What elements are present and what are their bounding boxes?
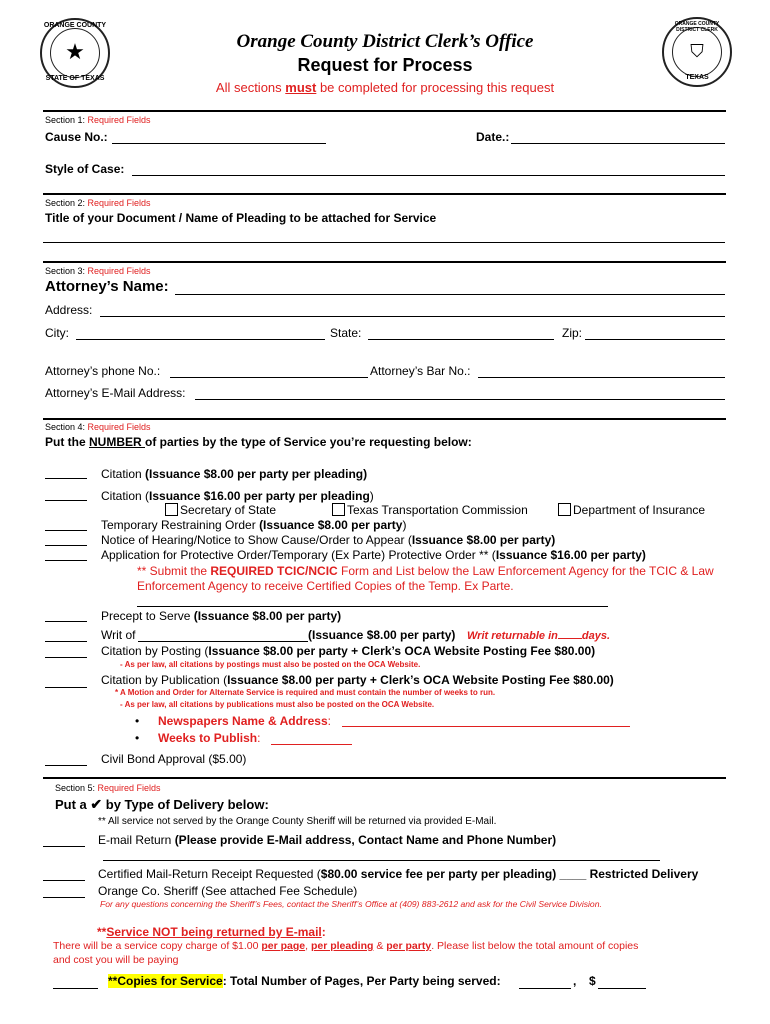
email-return-row: E-mail Return (Please provide E-Mail address, Contact Name and Phone Number)	[98, 833, 557, 847]
style-of-case-field[interactable]	[132, 175, 725, 176]
posting-row: Citation by Posting (Issuance $8.00 per party + Clerk’s OCA Website Posting Fee $80.00)	[101, 644, 596, 658]
document-title-field[interactable]	[43, 242, 725, 243]
bar-no-label: Attorney’s Bar No.:	[370, 364, 471, 378]
section4-label: Section 4: Required Fields	[45, 422, 151, 432]
attorney-name-field[interactable]	[175, 294, 725, 295]
precept-row: Precept to Serve (Issuance $8.00 per party)	[101, 609, 342, 623]
phone-label: Attorney’s phone No.:	[45, 364, 161, 378]
writ-label: Writ of	[101, 628, 136, 642]
email-label: Attorney’s E-Mail Address:	[45, 386, 186, 400]
civil-bond-count-field[interactable]	[45, 765, 87, 766]
page-title: Orange County District Clerk’s Office	[236, 31, 534, 52]
county-seal	[40, 18, 110, 88]
section4-divider	[43, 418, 726, 420]
writ-fee: (Issuance $8.00 per party)	[308, 628, 456, 642]
sheriff-row: Orange Co. Sheriff (See attached Fee Schedule)	[98, 884, 358, 898]
certified-row: Certified Mail-Return Receipt Requested ($80.00 service fee per party per pleading) ____ Restricted Delivery	[98, 867, 699, 881]
style-of-case-label: Style of Case:	[45, 162, 125, 176]
citation-8-row: Citation (Issuance $8.00 per party per pleading)	[101, 467, 368, 481]
address-field[interactable]	[100, 316, 725, 317]
newspapers-field[interactable]	[342, 726, 630, 727]
section5-divider	[43, 777, 726, 779]
tcic-agency-field[interactable]	[137, 606, 608, 607]
document-title-label: Title of your Document / Name of Pleading to be attached for Service	[45, 211, 437, 225]
notice-count-field[interactable]	[45, 545, 87, 546]
publication-row: Citation by Publication (Issuance $8.00 per party + Clerk’s OCA Website Posting Fee $80.00)	[101, 673, 614, 687]
bar-no-field[interactable]	[478, 377, 725, 378]
posting-note: - As per law, all citations by postings must also be posted on the OCA Website.	[120, 660, 421, 669]
weeks-field[interactable]	[271, 744, 352, 745]
cause-no-label: Cause No.:	[45, 130, 108, 144]
publication-count-field[interactable]	[45, 687, 87, 688]
cause-no-field[interactable]	[112, 143, 326, 144]
civil-bond-row: Civil Bond Approval ($5.00)	[101, 752, 247, 766]
weeks-row: Weeks to Publish:	[158, 731, 261, 745]
instruction-text: All sections must be completed for processing this request	[215, 80, 555, 95]
copies-check-field[interactable]	[53, 988, 98, 989]
copy-charge-line1: There will be a service copy charge of $1.00 per page, per pleading & per party. Please list below the total amount of copies	[53, 940, 639, 952]
publication-note2: - As per law, all citations by publications must also be posted on the OCA Website.	[120, 700, 435, 709]
email-return-details-field[interactable]	[103, 860, 660, 861]
citation-16-row: Citation (Issuance $16.00 per party per pleading)	[101, 489, 374, 503]
checkmark-icon: ✔	[90, 796, 103, 812]
city-field[interactable]	[76, 339, 325, 340]
insurance-checkbox[interactable]	[558, 503, 571, 516]
bullet-icon: •	[135, 731, 140, 745]
protective-row: Application for Protective Order/Temporary (Ex Parte) Protective Order ** (Issuance $16.00 per party)	[101, 548, 646, 562]
bullet-icon: •	[135, 714, 140, 728]
texas-map-icon: ⛉	[690, 41, 704, 61]
writ-of-field[interactable]	[138, 641, 308, 642]
email-return-check-field[interactable]	[43, 846, 85, 847]
copies-dollar: $	[589, 974, 596, 988]
address-label: Address:	[45, 303, 93, 317]
notice-row: Notice of Hearing/Notice to Show Cause/Order to Appear (Issuance $8.00 per party)	[101, 533, 556, 547]
state-label: State:	[330, 326, 362, 340]
city-label: City:	[45, 326, 69, 340]
tro-count-field[interactable]	[45, 530, 87, 531]
precept-count-field[interactable]	[45, 621, 87, 622]
zip-field[interactable]	[585, 339, 725, 340]
section2-label: Section 2: Required Fields	[45, 198, 151, 208]
txdot-option[interactable]: Texas Transportation Commission	[332, 503, 528, 517]
star-icon: ★	[65, 39, 85, 64]
date-field[interactable]	[511, 143, 725, 144]
phone-field[interactable]	[170, 377, 368, 378]
attorney-name-label: Attorney’s Name:	[45, 278, 169, 295]
page-subtitle: Request for Process	[297, 55, 473, 75]
copies-comma: ,	[573, 974, 577, 988]
section1-label: Section 1: Required Fields	[45, 115, 151, 125]
tcic-note-line1: ** Submit the REQUIRED TCIC/NCIC Form and List below the Law Enforcement Agency for the TCIC & Law	[137, 564, 714, 578]
sheriff-note: For any questions concerning the Sheriff’s Fees, contact the Sheriff’s Office at (409) 883-2612 and ask for the Civil Service Division.	[100, 899, 602, 909]
section2-divider	[43, 193, 726, 195]
newspapers-row: Newspapers Name & Address:	[158, 714, 331, 728]
email-return-note: ** All service not served by the Orange County Sheriff will be returned via provided E-Mail.	[98, 816, 497, 827]
copies-row: **Copies for Service: Total Number of Pages, Per Party being served:	[108, 974, 501, 988]
seal-left-bottom: STATE OF TEXAS	[45, 75, 105, 82]
section4-heading: Put the NUMBER of parties by the type of Service you’re requesting below:	[45, 435, 472, 449]
zip-label: Zip:	[562, 326, 583, 340]
secretary-of-state-option[interactable]: Secretary of State	[165, 503, 276, 517]
tcic-note-line2: Enforcement Agency to receive Certified Copies of the Temp. Ex Parte.	[137, 579, 514, 593]
txdot-checkbox[interactable]	[332, 503, 345, 516]
posting-count-field[interactable]	[45, 657, 87, 658]
copies-pages-field[interactable]	[519, 988, 571, 989]
citation-count-field[interactable]	[45, 478, 87, 479]
section3-divider	[43, 261, 726, 263]
protective-count-field[interactable]	[45, 560, 87, 561]
not-returned-heading: **Service NOT being returned by E-mail:	[97, 925, 326, 939]
copies-cost-field[interactable]	[598, 988, 646, 989]
publication-note1: * A Motion and Order for Alternate Service is required and must contain the number of weeks to run.	[115, 688, 496, 697]
section5-heading: Put a ✔ by Type of Delivery below:	[55, 796, 269, 812]
copy-charge-line2: and cost you will be paying	[53, 954, 179, 966]
seal-right-top: ORANGE COUNTY DISTRICT CLERK	[674, 21, 720, 33]
certified-check-field[interactable]	[43, 880, 85, 881]
email-field[interactable]	[195, 399, 725, 400]
writ-returnable: Writ returnable in days.	[467, 630, 611, 642]
section5-label: Section 5: Required Fields	[55, 783, 161, 793]
seal-right-bottom: TEXAS	[685, 74, 709, 81]
insurance-option[interactable]: Department of Insurance	[558, 503, 705, 517]
secretary-of-state-checkbox[interactable]	[165, 503, 178, 516]
tro-row: Temporary Restraining Order (Issuance $8.00 per party)	[101, 518, 407, 532]
section1-divider	[43, 110, 726, 112]
section3-label: Section 3: Required Fields	[45, 266, 151, 276]
seal-left-top: ORANGE COUNTY	[43, 22, 107, 29]
citation-16-count-field[interactable]	[45, 500, 87, 501]
state-field[interactable]	[368, 339, 554, 340]
writ-count-field[interactable]	[45, 641, 87, 642]
sheriff-check-field[interactable]	[43, 897, 85, 898]
date-label: Date.:	[476, 130, 510, 144]
